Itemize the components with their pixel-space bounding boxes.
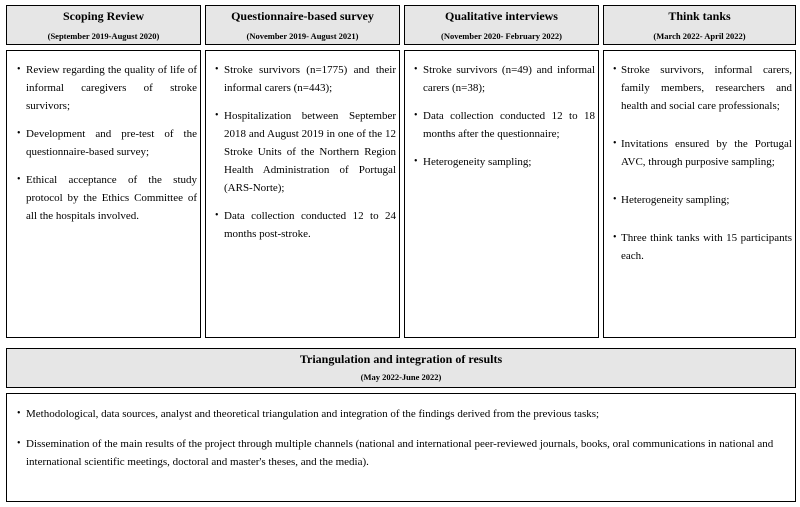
list-item: • Hospitalization between September 2018 and August 2019 in one of the 12 Stroke Units of the Northern Region Health Administration of Portugal (ARS-Norte); [215, 107, 396, 197]
list-item: • Three think tanks with 15 participants each. [613, 229, 792, 265]
list-item: • Heterogeneity sampling; [613, 191, 792, 209]
list-item: • Methodological, data sources, analyst and theoretical triangulation and integration of the findings derived from the previous tasks; [17, 405, 791, 423]
list-item: • Heterogeneity sampling; [414, 153, 595, 171]
think-tanks-header [603, 5, 796, 45]
integration-period: (May 2022-June 2022) [360, 372, 442, 382]
interviews-period: (November 2020- February 2022) [441, 31, 562, 41]
think-tanks-title: Think tanks [668, 9, 731, 23]
integration-list [17, 405, 791, 471]
integration-body [6, 393, 796, 502]
survey-header [205, 5, 400, 45]
interviews-body [404, 50, 599, 338]
list-item: • Review regarding the quality of life of informal caregivers of stroke survivors; [17, 61, 197, 115]
scoping-review-list [17, 61, 197, 225]
integration-title: Triangulation and integration of results [299, 352, 503, 366]
think-tanks-list [613, 61, 792, 265]
survey-body [205, 50, 400, 338]
list-item: • Development and pre-test of the questionnaire-based survey; [17, 125, 197, 161]
think-tanks-period: (March 2022- April 2022) [653, 31, 746, 41]
scoping-review-body [6, 50, 201, 338]
interviews-list [414, 61, 595, 171]
scoping-review-period: (September 2019-August 2020) [47, 31, 160, 41]
integration-header [6, 348, 796, 388]
survey-period: (November 2019- August 2021) [246, 31, 359, 41]
interviews-title: Qualitative interviews [445, 9, 558, 23]
survey-list [215, 61, 396, 243]
list-item: • Stroke survivors (n=49) and informal carers (n=38); [414, 61, 595, 97]
scoping-review-title: Scoping Review [63, 9, 144, 23]
list-item: • Data collection conducted 12 to 24 months post-stroke. [215, 207, 396, 243]
scoping-review-header [6, 5, 201, 45]
list-item: • Stroke survivors, informal carers, family members, researchers and health and social care professionals; [613, 61, 792, 115]
survey-title: Questionnaire-based survey [231, 9, 374, 23]
list-item: • Stroke survivors (n=1775) and their informal carers (n=443); [215, 61, 396, 97]
list-item: • Data collection conducted 12 to 18 months after the questionnaire; [414, 107, 595, 143]
list-item: • Dissemination of the main results of the project through multiple channels (national and international peer-reviewed journals, books, oral communications in national and international scientific meetings, doctoral and master's theses, and the media). [17, 435, 791, 471]
interviews-header [404, 5, 599, 45]
think-tanks-body [603, 50, 796, 338]
list-item: • Invitations ensured by the Portugal AVC, through purposive sampling; [613, 135, 792, 171]
list-item: • Ethical acceptance of the study protocol by the Ethics Committee of all the hospitals involved. [17, 171, 197, 225]
